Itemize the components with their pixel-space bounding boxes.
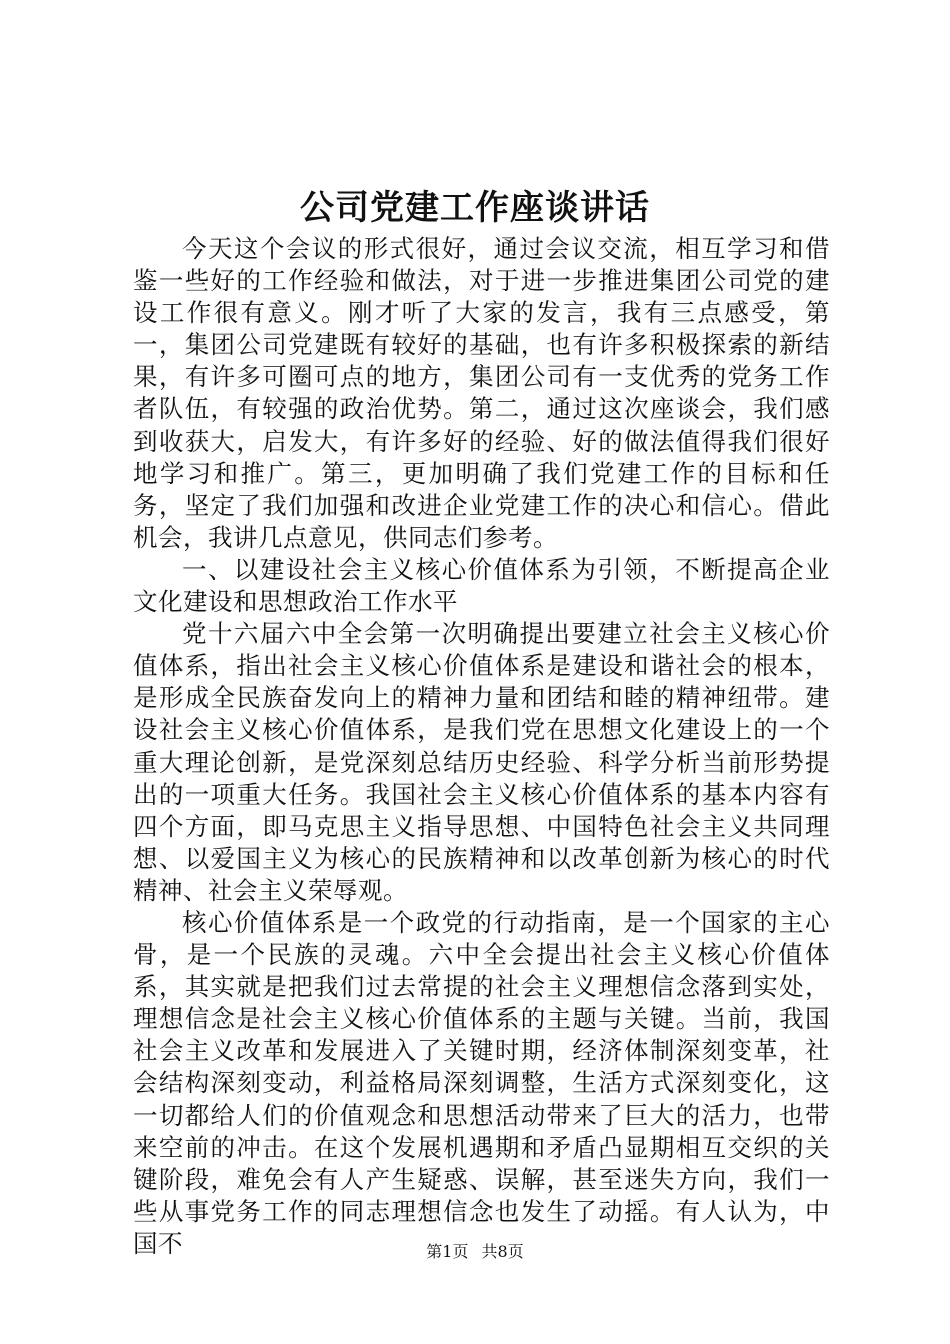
- page-footer: [0, 1240, 950, 1264]
- page-total: 共8页: [481, 1242, 524, 1261]
- page-number: 第1页: [426, 1242, 469, 1261]
- paragraph-intro: 今天这个会议的形式很好，通过会议交流，相互学习和借鉴一些好的工作经验和做法，对于进一步推进集团公司党的建设工作很有意义。刚才听了大家的发言，我有三点感受，第一，集团公司党建既有较好的基础，也有许多积极探索的新结果，有许多可圈可点的地方，集团公司有一支优秀的党务工作者队伍，有较强的政治优势。第二，通过这次座谈会，我们感到收获大，启发大，有许多好的经验、好的做法值得我们很好地学习和推广。第三，更加明确了我们党建工作的目标和任务，坚定了我们加强和改进企业党建工作的决心和信心。借此机会，我讲几点意见，供同志们参考。: [133, 234, 830, 552]
- paragraph-value-system: 核心价值体系是一个政党的行动指南，是一个国家的主心骨，是一个民族的灵魂。六中全会提出社会主义核心价值体系，其实就是把我们过去常提的社会主义理想信念落到实处，理想信念是社会主义核心价值体系的主题与关键。当前，我国社会主义改革和发展进入了关键时期，经济体制深刻变革，社会结构深刻变动，利益格局深刻调整，生活方式深刻变化，这一切都给人们的价值观念和思想活动带来了巨大的活力，也带来空前的冲击。在这个发展机遇期和矛盾凸显期相互交织的关键阶段，难免会有人产生疑惑、误解，甚至迷失方向，我们一些从事党务工作的同志理想信念也发生了动摇。有人认为，中国不: [133, 907, 830, 1258]
- document-body: [133, 233, 830, 1260]
- paragraph-core-values: 党十六届六中全会第一次明确提出要建立社会主义核心价值体系，指出社会主义核心价值体系是建设和谐社会的根本，是形成全民族奋发向上的精神力量和团结和睦的精神纽带。建设社会主义核心价值体系，是我们党在思想文化建设上的一个重大理论创新，是党深刻总结历史经验、科学分析当前形势提出的一项重大任务。我国社会主义核心价值体系的基本内容有四个方面，即马克思主义指导思想、中国特色社会主义共同理想、以爱国主义为核心的民族精神和以改革创新为核心的时代精神、社会主义荣辱观。: [133, 619, 830, 905]
- document-title: 公司党建工作座谈讲话: [300, 188, 650, 228]
- section-heading-1: 一、以建设社会主义核心价值体系为引领，不断提高企业文化建设和思想政治工作水平: [133, 554, 830, 617]
